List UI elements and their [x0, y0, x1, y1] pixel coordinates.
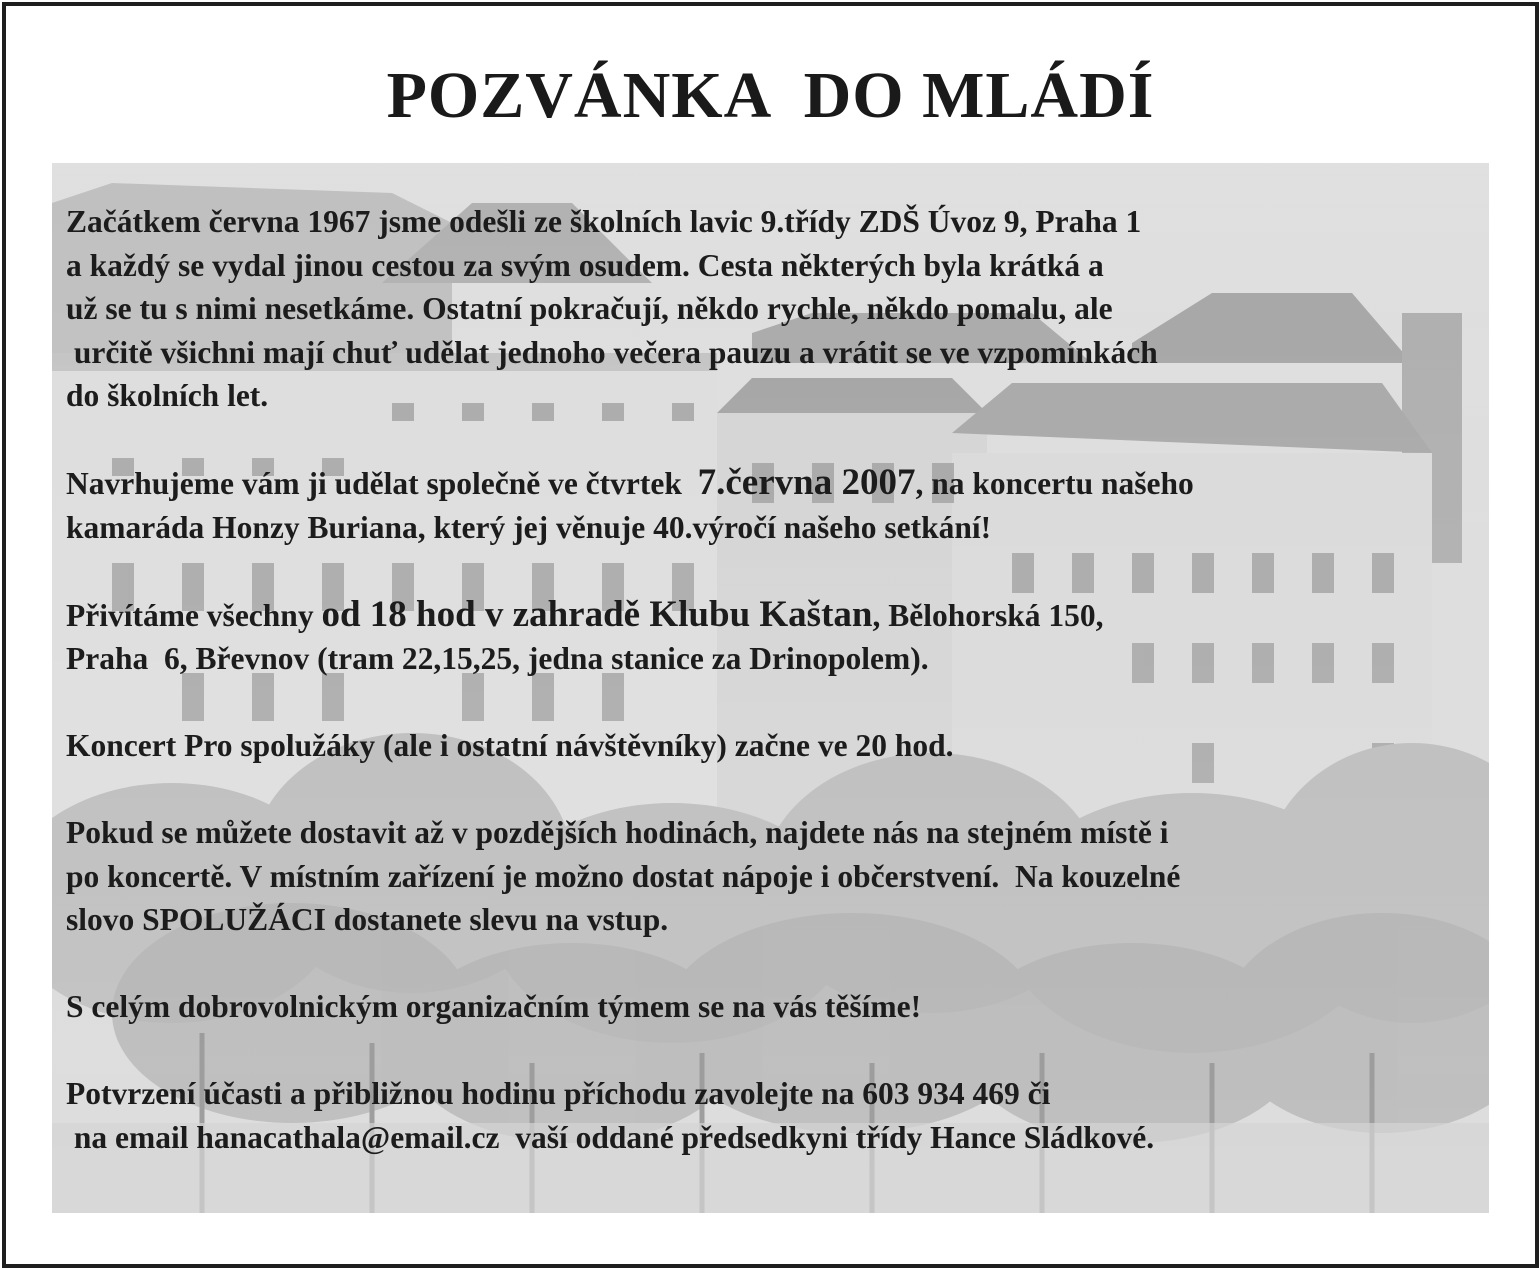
invitation-title: POZVÁNKA DO MLÁDÍ: [386, 59, 1155, 132]
paragraph-concert: [66, 724, 1476, 768]
text-line: po koncertě. V místním zařízení je možno dostat nápoje i občerstvení. Na kouzelné: [66, 858, 1181, 894]
paragraph-place: [66, 593, 1476, 681]
text-segment: Přivítáme všechny: [66, 597, 322, 633]
paragraph-intro: [66, 200, 1476, 418]
text-line: už se tu s nimi nesetkáme. Ostatní pokračují, někdo rychle, někdo pomalu, ale: [66, 291, 1113, 326]
text-line: určitě všichni mají chuť udělat jednoho večera pauzu a vrátit se ve vzpomínkách: [66, 334, 1158, 370]
text-line: Pokud se můžete dostavit až v pozdějších hodinách, najdete nás na stejném místě i: [66, 815, 1169, 850]
text-line: do školních let.: [66, 378, 269, 413]
text-segment: , Bělohorská 150,: [872, 597, 1104, 633]
text-line: slovo SPOLUŽÁCI dostanete slevu na vstup.: [66, 902, 669, 937]
text-line: kamaráda Honzy Buriana, který jej věnuje 40.výročí našeho setkání!: [66, 509, 992, 545]
text-line: S celým dobrovolnickým organizačním týmem se na vás těšíme!: [66, 989, 922, 1024]
text-segment: , na koncertu našeho: [915, 466, 1194, 501]
event-date: 7.června 2007: [697, 462, 916, 503]
text-line: na email hanacathala@email.cz vaší oddané předsedkyni třídy Hance Sládkové.: [66, 1119, 1155, 1155]
paragraph-greeting: [66, 985, 1476, 1029]
text-line: Koncert Pro spolužáky (ale i ostatní návštěvníky) začne ve 20 hod.: [66, 728, 954, 763]
text-line: Praha 6, Břevnov (tram 22,15,25, jedna stanice za Drinopolem).: [66, 641, 929, 676]
text-line: Začátkem června 1967 jsme odešli ze školních lavic 9.třídy ZDŠ Úvoz 9, Praha 1: [66, 204, 1142, 239]
paragraph-later-arrival: [66, 811, 1476, 942]
paragraph-contact: [66, 1072, 1476, 1159]
text-line: [66, 593, 1476, 638]
text-line: a každý se vydal jinou cestou za svým osudem. Cesta některých byla krátká a: [66, 247, 1104, 283]
text-line: [66, 461, 1476, 506]
text-segment: Navrhujeme vám ji udělat společně ve čtvrtek: [66, 466, 698, 501]
text-line: Potvrzení účasti a přibližnou hodinu příchodu zavolejte na 603 934 469 či: [66, 1076, 1051, 1111]
event-place: od 18 hod v zahradě Klubu Kaštan: [321, 593, 873, 635]
invitation-text: [66, 200, 1476, 1159]
paragraph-date: [66, 461, 1476, 549]
